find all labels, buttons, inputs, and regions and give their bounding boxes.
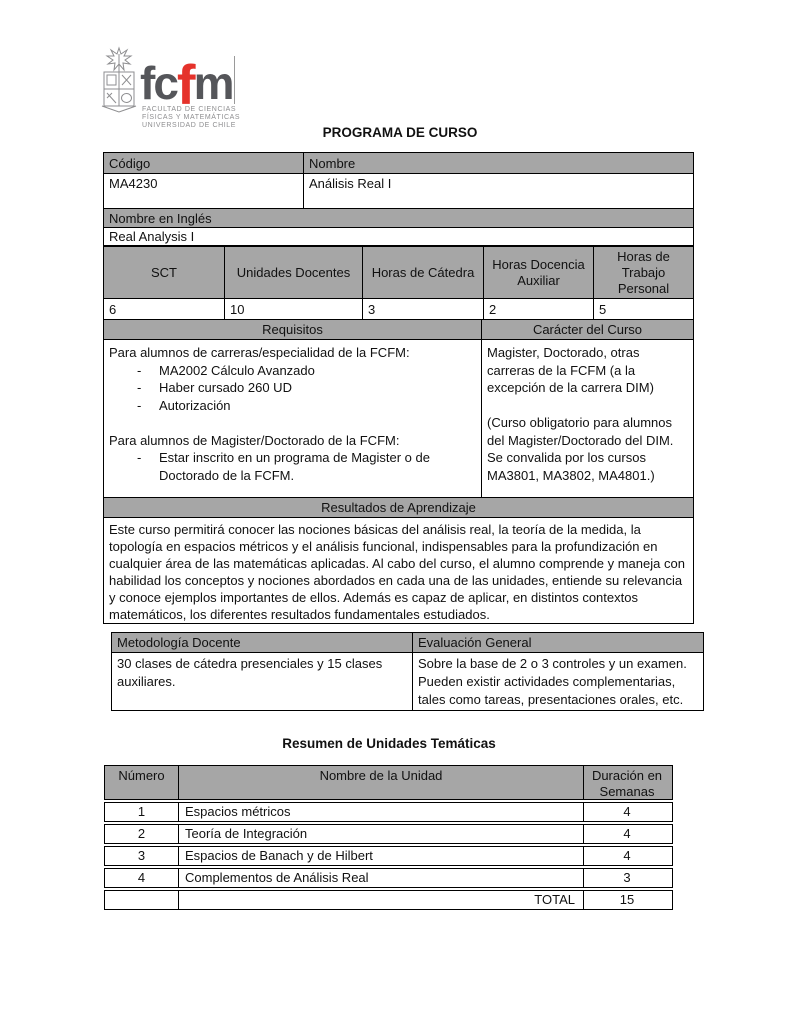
evaluacion-header: Evaluación General [413,633,704,653]
bullet-dash-icon: - [137,362,142,378]
total-empty-cell [105,891,179,909]
evaluacion-text: Sobre la base de 2 o 3 controles y un examen. Pueden existir actividades complementarias, tales como tareas, presentaciones orales, etc. [413,653,704,711]
unit-name: Teoría de Integración [179,825,584,843]
fcfm-logo [98,44,248,129]
bullet-dash-icon: - [137,397,142,413]
caption-line-3: UNIVERSIDAD DE CHILE [142,122,237,129]
total-label: TOTAL [179,891,584,909]
horas-docencia-value: 2 [484,299,594,320]
nombre-unidad-header: Nombre de la Unidad [179,766,584,799]
wordmark-divider-line [234,56,235,104]
requisitos-intro-2: Para alumnos de Magister/Doctorado de la FCFM: [109,432,400,448]
spacer [109,414,475,432]
requisitos-cell [104,340,482,498]
units-table [104,765,673,912]
course-id-table [103,152,694,246]
unit-name: Espacios métricos [179,803,584,821]
bullet-dash-icon: - [137,380,142,395]
unit-number: 1 [105,803,179,821]
caption-line-1: FACULTAD DE CIENCIAS [142,106,237,113]
requisito-item: - Haber cursado 260 UD [137,380,292,395]
requisito-item: - Estar inscrito en un programa de Magister o de Doctorado de la FCFM. [137,450,430,483]
caracter-text-1: Magister, Doctorado, otras carreras de la FCFM (a la excepción de la carrera DIM) [487,345,654,395]
nombre-header: Nombre [304,153,694,174]
wordmark-m: m [193,57,233,109]
requisito-item: - MA2002 Cálculo Avanzado [137,362,315,378]
table-row [104,802,673,822]
wordmark-fc: fc [140,57,177,109]
table-row [104,846,673,866]
caption-line-2: FÍSICAS Y MATEMÁTICAS [142,114,241,121]
unit-duration: 4 [623,804,631,819]
metodologia-evaluacion-table [111,632,704,711]
university-shield-icon [100,46,138,125]
horas-catedra-header: Horas de Cátedra [363,247,484,299]
codigo-value: MA4230 [104,174,304,209]
unidades-docentes-header: Unidades Docentes [225,247,363,299]
metodologia-text: 30 clases de cátedra presenciales y 15 clases auxiliares. [112,653,413,711]
total-value: 15 [619,892,635,907]
sct-value: 6 [104,299,225,320]
resultados-table [103,497,694,624]
caracter-cell [482,340,694,498]
requisitos-header: Requisitos [104,320,482,340]
requisito-item: - Autorización [137,397,231,413]
unit-name: Complementos de Análisis Real [179,869,584,887]
resultados-header: Resultados de Aprendizaje [104,498,694,518]
units-header-row [104,765,673,800]
resultados-text: Este curso permitirá conocer las nociones básicas del análisis real, la teoría de la medida, la topología en espacios métricos y el análisis funcional, indispensables para la profundización en cualquier área de las matemáticas aplicadas. Al cabo del curso, el alumno comprende y maneja con habilidad los conceptos y nociones abordados en cada una de las unidades, entiende su relevancia y conoce ejemplos importantes de ellos. Además es capaz de aplicar, en distintos contextos matemáticos, los diferentes resultados fundamentales estudiados. [104,518,694,624]
caracter-header: Carácter del Curso [482,320,694,340]
unit-duration: 4 [623,848,631,863]
caracter-text-2: (Curso obligatorio para alumnos del Magister/Doctorado del DIM. Se convalida por los cursos MA3801, MA3802, MA4801.) [487,415,674,483]
bullet-dash-icon: - [137,450,142,465]
codigo-header: Código [104,153,304,174]
horas-trabajo-value: 5 [594,299,694,320]
unit-duration: 3 [623,870,631,885]
unit-name: Espacios de Banach y de Hilbert [179,847,584,865]
horas-catedra-value: 3 [363,299,484,320]
units-title: Resumen de Unidades Temáticas [282,736,496,751]
page-title: PROGRAMA DE CURSO [322,125,478,140]
unit-duration: 4 [623,826,631,841]
nombre-ingles-header: Nombre en Inglés [104,209,694,228]
nombre-value: Análisis Real I [304,174,694,209]
duracion-header: Duración en Semanas [584,766,670,799]
unidades-docentes-value: 10 [225,299,363,320]
unit-number: 3 [105,847,179,865]
horas-docencia-header: Horas Docencia Auxiliar [484,247,594,299]
hours-table [103,246,694,320]
requisitos-intro-1: Para alumnos de carreras/especialidad de la FCFM: [109,345,410,360]
total-row [104,890,673,910]
spacer [487,397,687,415]
nombre-ingles-value: Real Analysis I [104,228,694,246]
unit-number: 2 [105,825,179,843]
metodologia-header: Metodología Docente [112,633,413,653]
horas-trabajo-header: Horas de Trabajo Personal [594,247,694,299]
table-row [104,824,673,844]
numero-header: Número [105,766,179,799]
wordmark-red-f: f [176,53,194,116]
requisitos-table [103,319,694,498]
unit-number: 4 [105,869,179,887]
table-row [104,868,673,888]
sct-header: SCT [104,247,225,299]
